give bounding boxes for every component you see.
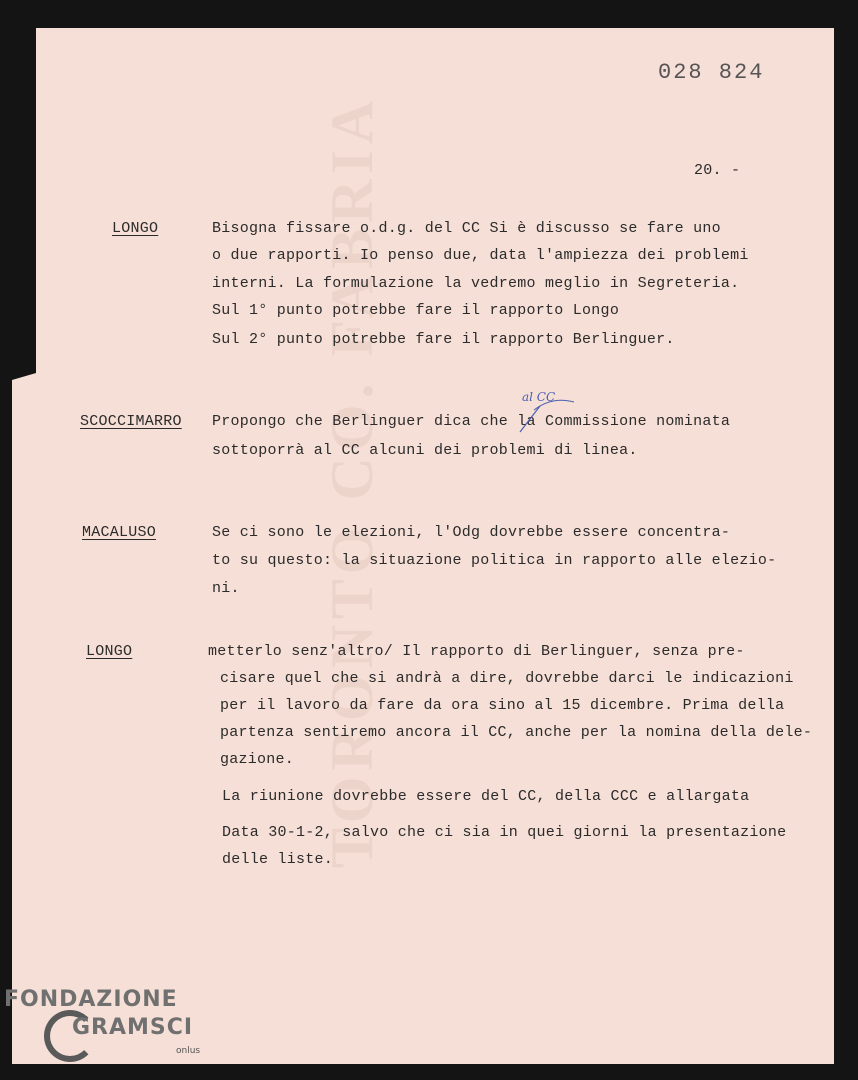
transcript-line: cisare quel che si andrà a dire, dovrebbe darci le indicazioni: [220, 670, 794, 687]
transcript-line: Se ci sono le elezioni, l'Odg dovrebbe essere concentra-: [212, 524, 731, 541]
fondazione-logo-text: FONDAZIONE: [4, 987, 178, 1012]
onlus-logo-text: onlus: [176, 1046, 201, 1056]
document-page: [12, 28, 834, 1064]
page-number: 20. -: [694, 162, 741, 179]
transcript-line: Bisogna fissare o.d.g. del CC Si è discusso se fare uno: [212, 220, 721, 237]
transcript-line: o due rapporti. Io penso due, data l'ampiezza dei problemi: [212, 247, 749, 264]
speaker-label: LONGO: [86, 643, 133, 660]
transcript-line: La riunione dovrebbe essere del CC, della CCC e allargata: [222, 788, 750, 805]
transcript-line: gazione.: [220, 751, 295, 768]
transcript-line: Propongo che Berlinguer dica che la Commissione nominata: [212, 413, 731, 430]
speaker-label: LONGO: [112, 220, 159, 237]
gramsci-logo-text: GRAMSCI: [72, 1015, 194, 1040]
transcript-line: delle liste.: [222, 851, 334, 868]
transcript-line: to su questo: la situazione politica in rapporto alle elezio-: [212, 552, 777, 569]
transcript-line: interni. La formulazione la vedremo meglio in Segreteria.: [212, 275, 740, 292]
handwritten-stroke: [512, 396, 582, 436]
speaker-label: SCOCCIMARRO: [80, 413, 182, 430]
transcript-line: ni.: [212, 580, 240, 597]
transcript-line: metterlo senz'altro/ Il rapporto di Berlinguer, senza pre-: [208, 643, 745, 660]
transcript-line: Sul 1° punto potrebbe fare il rapporto Longo: [212, 302, 620, 319]
transcript-line: partenza sentiremo ancora il CC, anche per la nomina della dele-: [220, 724, 813, 741]
document-number: 028 824: [658, 60, 765, 85]
transcript-line: sottoporrà al CC alcuni dei problemi di linea.: [212, 442, 638, 459]
speaker-label: MACALUSO: [82, 524, 157, 541]
handwritten-annotation: al CC: [522, 390, 556, 404]
transcript-line: per il lavoro da fare da ora sino al 15 dicembre. Prima della: [220, 697, 785, 714]
background-stamp: TORONTO CO. FABRIA: [319, 94, 385, 868]
transcript-line: Sul 2° punto potrebbe fare il rapporto Berlinguer.: [212, 331, 675, 348]
transcript-line: Data 30-1-2, salvo che ci sia in quei giorni la presentazione: [222, 824, 787, 841]
